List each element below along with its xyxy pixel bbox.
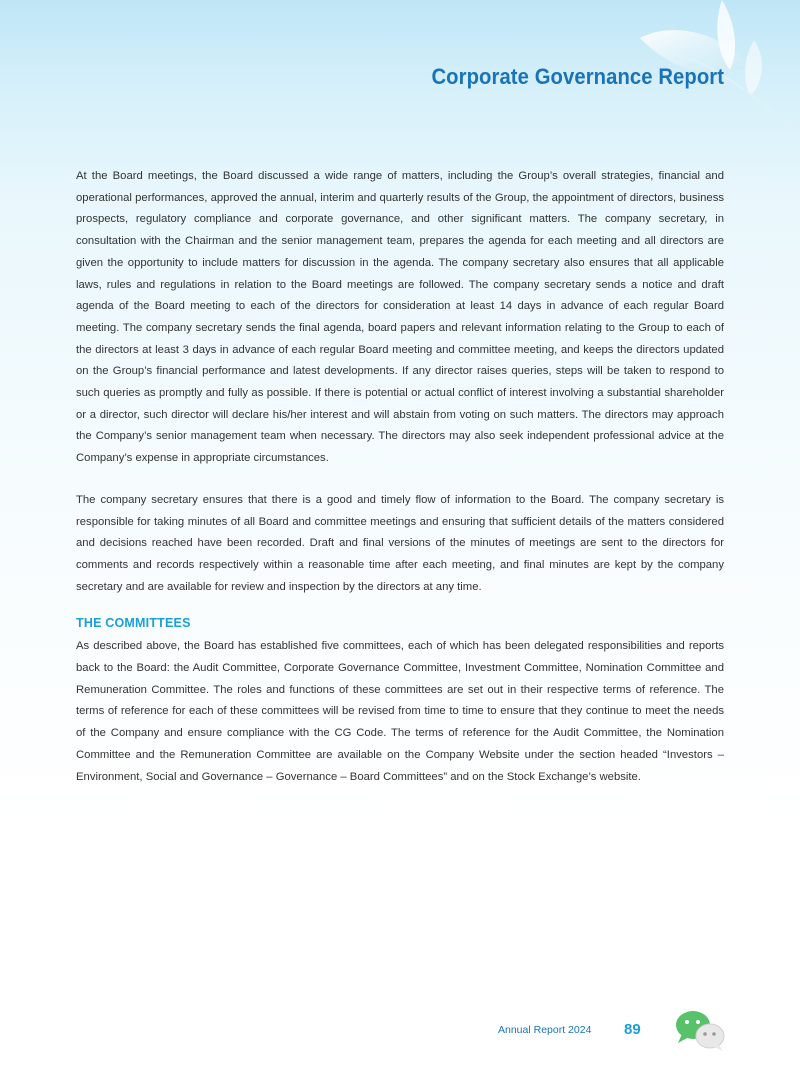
paragraph-information-flow: The company secretary ensures that there is a good and timely flow of information to the Board. The company secretary is responsible for taking minutes of all Board and committee meetings and ensuring that sufficient details of the matters considered and decisions reached have been recorded. Draft and final versions of the minutes of meetings are sent to the directors for comments and records respectively within a reasonable time after each meeting, and final minutes are kept by the company secretary and are available for review and inspection by the directors at any time.	[76, 493, 724, 593]
page-title: Corporate Governance Report	[431, 64, 724, 89]
paragraph-committees: As described above, the Board has established five committees, each of which has been delegated responsibilities and reports back to the Board: the Audit Committee, Corporate Governance Committee, Investment Committee, Nomination Committee and Remuneration Committee. The roles and functions of these committees are set out in their respective terms of reference. The terms of reference for each of these committees will be revised from time to time to ensure that they continue to meet the needs of the Company and ensure compliance with the CG Code. The terms of reference for the Audit Committee, the Nomination Committee and the Remuneration Committee are available on the Company Website under the section headed “Investors – Environment, Social and Governance – Governance – Board Committees” and on the Stock Exchange’s website.	[76, 640, 724, 783]
chat-bubbles-icon	[674, 1010, 726, 1052]
footer-report-label: Annual Report 2024	[498, 1024, 592, 1036]
report-body	[76, 166, 724, 788]
section-heading-committees: THE COMMITTEES	[76, 616, 191, 631]
page-number: 89	[624, 1021, 641, 1038]
paragraph-board-meetings: At the Board meetings, the Board discussed a wide range of matters, including the Group’s overall strategies, financial and operational performances, approved the annual, interim and quarterly results of the Group, the appointment of directors, business prospects, regulatory compliance and corporate governance, and other significant matters. The company secretary, in consultation with the Chairman and the senior management team, prepares the agenda for each meeting and all directors are given the opportunity to include matters for discussion in the agenda. The company secretary also ensures that all applicable laws, rules and regulations in relation to the Board meetings are followed. The company secretary sends a notice and draft agenda of the Board meeting to each of the directors for consideration at least 14 days in advance of each regular Board meeting. The company secretary sends the final agenda, board papers and relevant information relating to the Group to each of the directors at least 3 days in advance of each regular Board meeting and committee meeting, and keeps the directors updated on the Group’s financial performance and latest developments. If any director raises queries, steps will be taken to respond to such queries as promptly and fully as possible. If there is potential or actual conflict of interest involving a substantial shareholder or a director, such director will declare his/her interest and will abstain from voting on such matters. The directors may approach the Company’s senior management team when necessary. The directors may also seek independent professional advice at the Company’s expense in appropriate circumstances.	[76, 170, 724, 465]
